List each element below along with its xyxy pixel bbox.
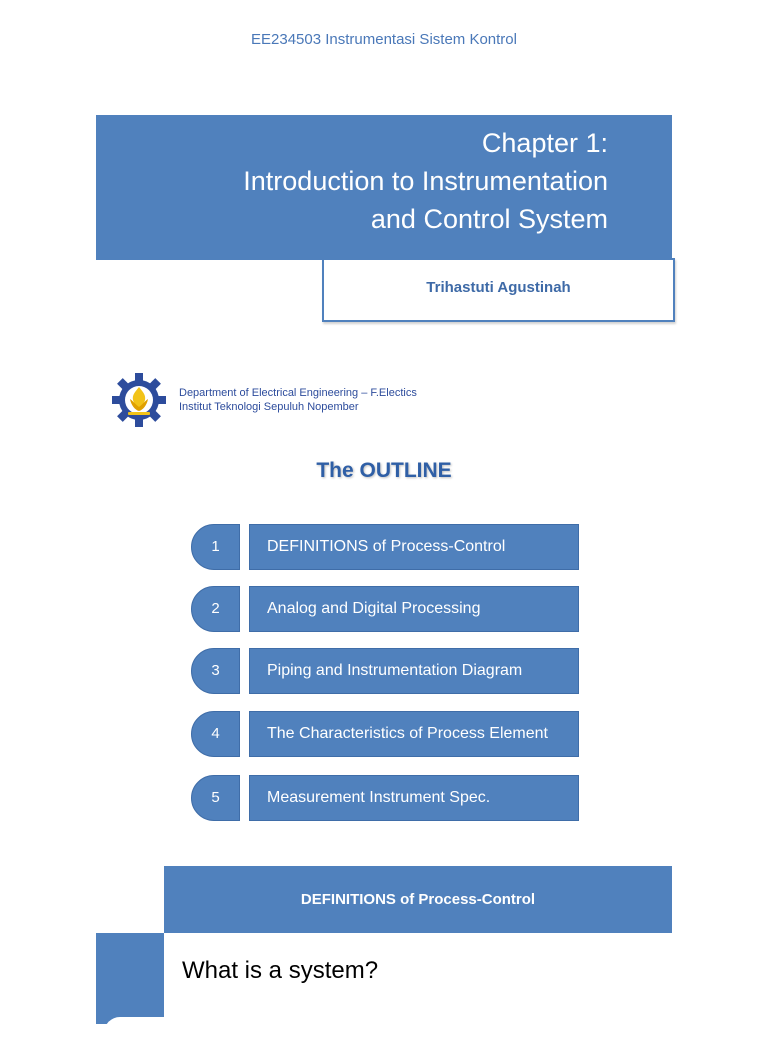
side-tab [104, 1017, 164, 1037]
chapter-title-line-1: Chapter 1: [481, 128, 608, 158]
section-header: DEFINITIONS of Process-Control [164, 866, 672, 933]
outline-item-1[interactable] [191, 524, 581, 572]
outline-item-label: Measurement Instrument Spec. [249, 775, 579, 821]
outline-item-label: Piping and Instrumentation Diagram [249, 648, 579, 694]
its-logo-icon [112, 373, 166, 427]
author-name: Trihastuti Agustinah [426, 279, 571, 296]
course-header: EE234503 Instrumentasi Sistem Kontrol [251, 31, 517, 48]
outline-number-badge: 2 [191, 586, 240, 632]
section-side-bar [96, 933, 164, 1024]
outline-item-4[interactable] [191, 711, 581, 759]
outline-number-badge: 5 [191, 775, 240, 821]
chapter-title [128, 124, 608, 238]
outline-item-2[interactable] [191, 586, 581, 634]
title-banner [96, 115, 672, 260]
outline-item-label: Analog and Digital Processing [249, 586, 579, 632]
outline-item-label: DEFINITIONS of Process-Control [249, 524, 579, 570]
chapter-title-line-3: and Control System [370, 204, 608, 234]
department-info [179, 386, 417, 414]
outline-title: The OUTLINE [316, 459, 452, 482]
outline-number-badge: 4 [191, 711, 240, 757]
department-name: Department of Electrical Engineering – F.Electics [179, 387, 417, 399]
chapter-title-line-2: Introduction to Instrumentation [243, 166, 608, 196]
institute-name: Institut Teknologi Sepuluh Nopember [179, 401, 359, 413]
author-box [322, 258, 675, 322]
outline-number-badge: 3 [191, 648, 240, 694]
section-question: What is a system? [182, 957, 379, 984]
outline-item-5[interactable] [191, 775, 581, 823]
outline-item-3[interactable] [191, 648, 581, 696]
outline-item-label: The Characteristics of Process Element [249, 711, 579, 757]
outline-number-badge: 1 [191, 524, 240, 570]
